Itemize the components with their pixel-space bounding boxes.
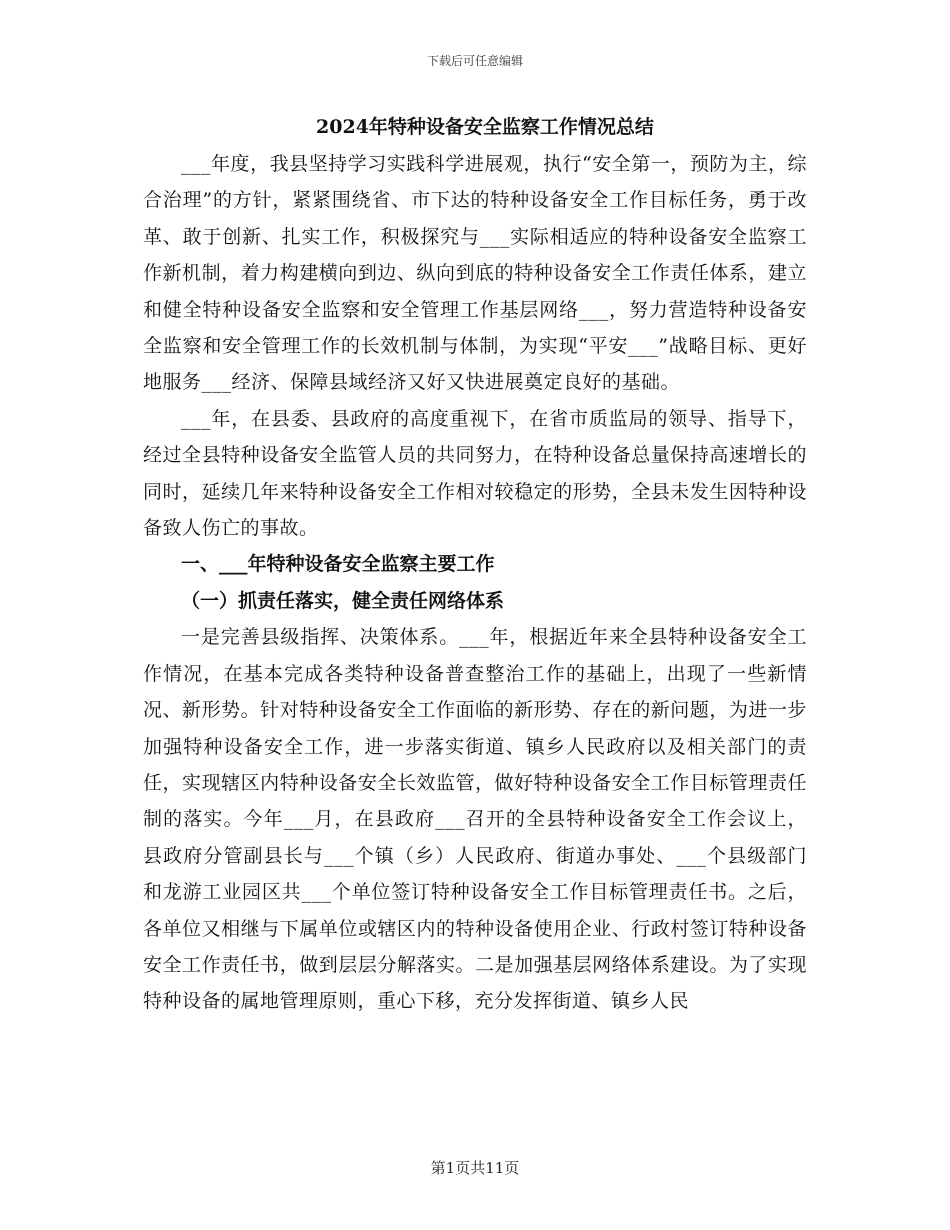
intro-paragraph: ___年度，我县坚持学习实践科学进展观，执行“安全第一，预防为主，综合治理”的方针，紧紧围绕省、市下达的特种设备安全工作目标任务，勇于改革、敢于创新、扎实工作，积极探究与___实际相适应的特种设备安全监察工作新机制，着力构建横向到边、纵向到底的特种设备安全工作责任体系，建立和健全特种设备安全监察和安全管理工作基层网络___，努力营造特种设备安全监察和安全管理工作的长效机制与体制，为实现“平安___”战略目标、更好地服务___经济、保障县域经济又好又快进展奠定良好的基础。 (143, 153, 807, 394)
summary-paragraph: ___年，在县委、县政府的高度重视下，在省市质监局的领导、指导下，经过全县特种设备安全监管人员的共同努力，在特种设备总量保持高速增长的同时，延续几年来特种设备安全工作相对较稳定的形势，全县未发生因特种设备致人伤亡的事故。 (143, 407, 807, 540)
subsection-heading: （一）抓责任落实，健全责任网络体系 (181, 589, 505, 612)
section-heading: 一、___年特种设备安全监察主要工作 (181, 553, 495, 576)
page-header-note: 下载后可任意编辑 (426, 54, 523, 68)
document-title: 2024年特种设备安全监察工作情况总结 (316, 116, 654, 138)
page-footer-number: 第1页共11页 (430, 1159, 520, 1177)
body-paragraph: 一是完善县级指挥、决策体系。___年，根据近年来全县特种设备安全工作情况，在基本完成各类特种设备普查整治工作的基础上，出现了一些新情况、新形势。针对特种设备安全工作面临的新形势、存在的新问题，为进一步加强特种设备安全工作，进一步落实街道、镇乡人民政府以及相关部门的责任，实现辖区内特种设备安全长效监管，做好特种设备安全工作目标管理责任制的落实。今年___月，在县政府___召开的全县特种设备安全工作会议上，县政府分管副县长与___个镇（乡）人民政府、街道办事处、___个县级部门和龙游工业园区共___个单位签订特种设备安全工作目标管理责任书。之后，各单位又相继与下属单位或辖区内的特种设备使用企业、行政村签订特种设备安全工作责任书，做到层层分解落实。二是加强基层网络体系建设。为了实现特种设备的属地管理原则，重心下移，充分发挥街道、镇乡人民 (143, 626, 807, 1013)
document-body (143, 112, 807, 1020)
